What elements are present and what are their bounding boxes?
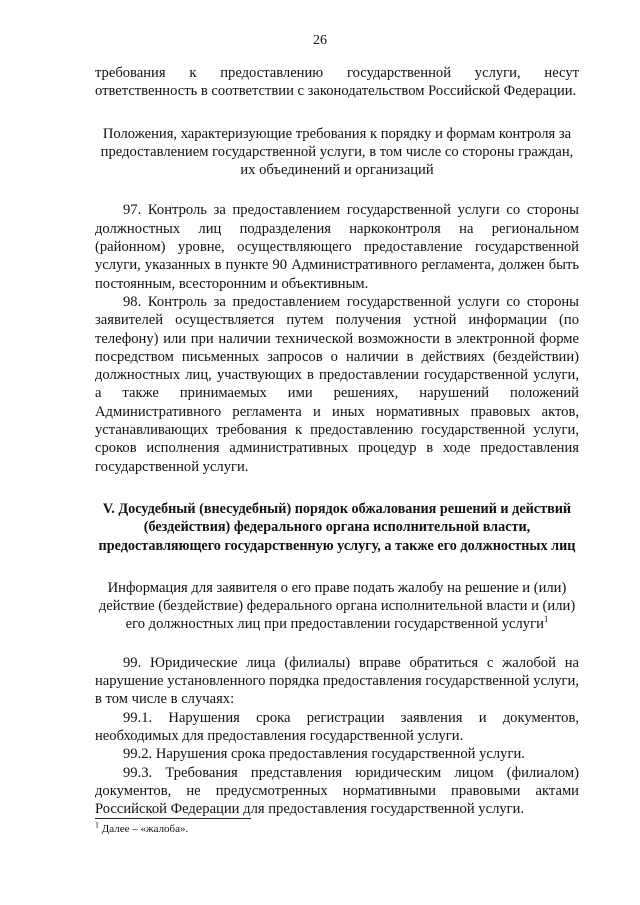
page-number: 26 xyxy=(313,33,327,48)
paragraph-continuation: требования к предоставлению государственной услуги, несут ответственность в соответствии с законодательством Российской Федерации. xyxy=(95,65,579,100)
footnote xyxy=(95,820,189,836)
paragraph-97: 97. Контроль за предоставлением государственной услуги со стороны должностных лиц подразделения наркоконтроля на региональном (районном) уровне, осуществляющего предоставление государственной услуги, указанных в пункте 90 Административного регламента, должен быть постоянным, всесторонним и объективным. xyxy=(95,202,579,292)
paragraph-99-2: 99.2. Нарушения срока предоставления государственной услуги. xyxy=(123,746,525,763)
section-v-heading: V. Досудебный (внесудебный) порядок обжалования решений и действий (бездействия) федерального органа исполнительной власти, предоставляющего государственную услугу, а также его должностных лиц xyxy=(98,500,576,554)
subheading-complaint-info xyxy=(95,579,579,634)
footnote-text: Далее – «жалоба». xyxy=(99,823,189,835)
footnote-divider xyxy=(95,818,251,819)
subheading-complaint-text: Информация для заявителя о его праве подать жалобу на решение и (или) действие (бездействие) федерального органа исполнительной власти и (или) его должностных лиц при предоставлении государственной услуги xyxy=(98,579,576,633)
page-content xyxy=(95,64,579,818)
subheading-control-provisions: Положения, характеризующие требования к порядку и формам контроля за предоставлением государственной услуги, в том числе со стороны граждан, их объединений и организаций xyxy=(100,125,574,179)
paragraph-98: 98. Контроль за предоставлением государственной услуги со стороны заявителей осуществляется путем получения устной информации (по телефону) или при наличии технической возможности в электронной форме посредством письменных запросов о наличии в действиях (бездействии) должностных лиц, участвующих в предоставлении государственной услуги, а также принимаемых ими решениях, нарушений положений Административного регламента и иных нормативных правовых актов, устанавливающих требования к предоставлению государственной услуги, сроков исполнения административных процедур в ходе предоставления государственной услуги. xyxy=(95,293,579,475)
paragraph-99-1: 99.1. Нарушения срока регистрации заявления и документов, необходимых для предоставления государственной услуги. xyxy=(95,709,579,744)
paragraph-99: 99. Юридические лица (филиалы) вправе обратиться с жалобой на нарушение установленного порядка предоставления государственной услуги, в том числе в случаях: xyxy=(95,654,579,708)
footnote-mark: 1 xyxy=(95,820,99,830)
paragraph-99-3: 99.3. Требования представления юридическим лицом (филиалом) документов, не предусмотренных нормативными правовыми актами Российской Федерации для предоставления государственной услуги. xyxy=(95,764,579,818)
footnote-ref: 1 xyxy=(543,614,549,625)
